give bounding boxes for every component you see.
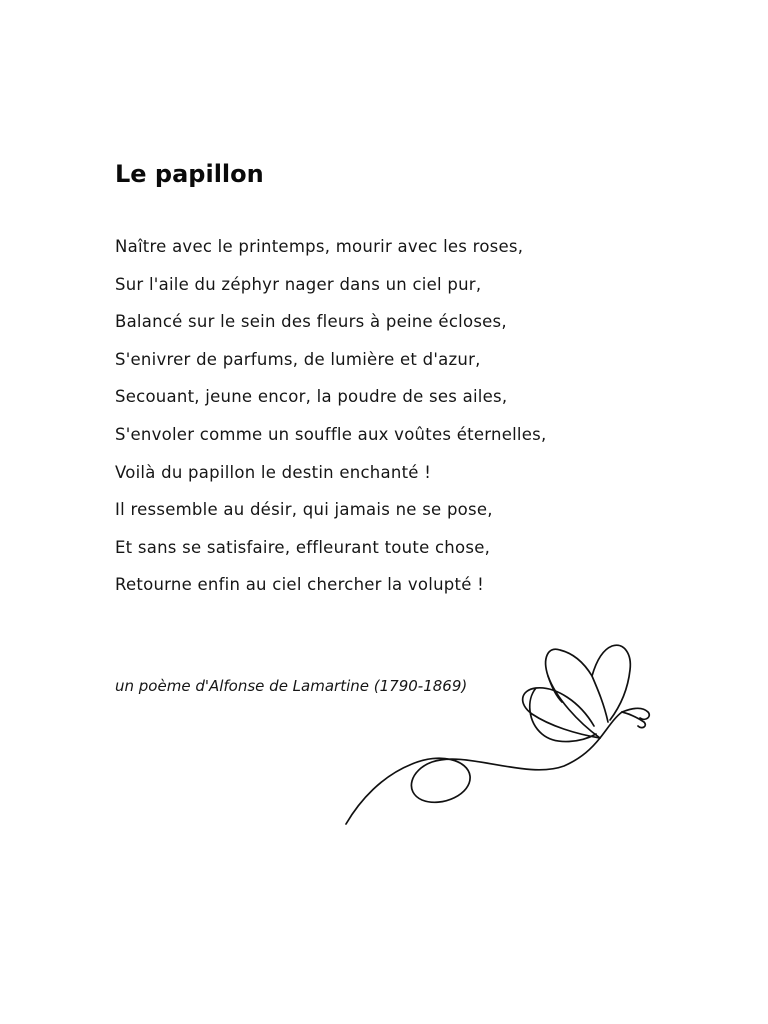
poem-verse: S'enivrer de parfums, de lumière et d'azur, <box>115 349 481 369</box>
poem-title: Le papillon <box>115 160 264 188</box>
poem-verse: Voilà du papillon le destin enchanté ! <box>115 462 432 482</box>
poem-verse: S'envoler comme un souffle aux voûtes éternelles, <box>115 424 547 444</box>
butterfly-antenna <box>622 712 645 728</box>
poem-verse: Secouant, jeune encor, la poudre de ses ailes, <box>115 387 508 407</box>
poem-verse: Retourne enfin au ciel chercher la volupté ! <box>115 575 485 595</box>
poem-stanza <box>115 228 547 604</box>
poem-verse: Il ressemble au désir, qui jamais ne se pose, <box>115 500 493 520</box>
butterfly-flight-path <box>346 738 600 824</box>
poem-verse: Balancé sur le sein des fleurs à peine écloses, <box>115 312 507 332</box>
poem-attribution: un poème d'Alfonse de Lamartine (1790-1869) <box>115 677 468 695</box>
butterfly-wing-fold <box>592 676 608 722</box>
poem-verse: Sur l'aile du zéphyr nager dans un ciel pur, <box>115 274 482 294</box>
poem-verse: Et sans se satisfaire, effleurant toute chose, <box>115 537 491 557</box>
butterfly-line-drawing-icon <box>330 630 670 840</box>
poem-verse: Naître avec le printemps, mourir avec les roses, <box>115 237 524 256</box>
butterfly-lower-wing <box>523 688 600 742</box>
butterfly-body <box>600 712 622 738</box>
